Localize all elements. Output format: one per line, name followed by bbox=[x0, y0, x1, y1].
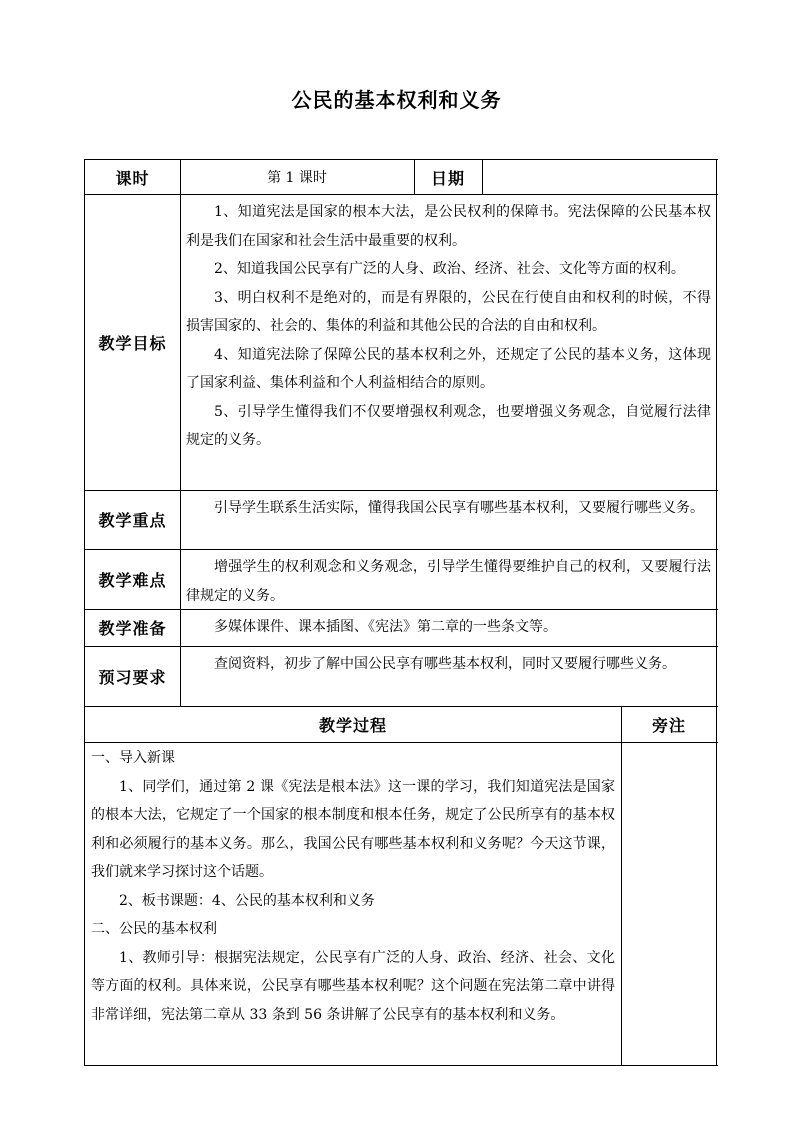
goal-item: 3、明白权利不是绝对的，而是有界限的，公民在行使自由和权利的时候，不得损害国家的、社会的、集体的利益和其他公民的合法的自由和权利。 bbox=[186, 289, 711, 334]
difficulties-text: 增强学生的权利观念和义务观念，引导学生懂得要维护自己的权利，又要履行法律规定的义务。 bbox=[186, 559, 711, 604]
process-content bbox=[85, 742, 621, 1066]
process-paragraph: 一、导入新课 bbox=[91, 750, 175, 766]
goal-item: 4、知道宪法除了保障公民的基本权利之外，还规定了公民的基本义务，这体现了国家利益、集体利益和个人利益相结合的原则。 bbox=[186, 346, 711, 391]
preparation-content bbox=[180, 613, 717, 646]
goals-label: 教学目标 bbox=[98, 333, 167, 353]
goals-content bbox=[180, 198, 717, 490]
goal-item: 5、引导学生懂得我们不仅要增强权利观念，也要增强义务观念，自觉履行法律规定的义务。 bbox=[186, 403, 711, 448]
preview-content bbox=[180, 650, 717, 706]
process-header: 教学过程 bbox=[318, 715, 387, 735]
lesson-label: 课时 bbox=[115, 168, 150, 188]
key-points-content bbox=[180, 494, 717, 549]
difficulties-content bbox=[180, 553, 717, 609]
difficulties-label: 教学难点 bbox=[98, 570, 167, 590]
date-value[interactable] bbox=[482, 160, 717, 194]
preparation-label: 教学准备 bbox=[98, 619, 167, 638]
goal-item: 2、知道我国公民享有广泛的人身、政治、经济、社会、文化等方面的权利。 bbox=[214, 261, 685, 277]
lesson-value: 第 1 课时 bbox=[267, 170, 327, 186]
goal-item: 1、知道宪法是国家的根本大法，是公民权利的保障书。宪法保障的公民基本权利是我们在国家和社会生活中最重要的权利。 bbox=[186, 204, 711, 249]
preview-label: 预习要求 bbox=[98, 667, 167, 687]
process-paragraph: 1、同学们，通过第 2 课《宪法是根本法》这一课的学习，我们知道宪法是国家的根本大法，它规定了一个国家的根本制度和根本任务，规定了公民所享有的基本权利和必须履行的基本义务。那么，我国公民有哪些基本权利和义务呢？今天这节课，我们就来学习探讨这个话题。 bbox=[91, 778, 615, 880]
preparation-text: 多媒体课件、课本插图、《宪法》第二章的一些条文等。 bbox=[214, 619, 557, 635]
date-label: 日期 bbox=[430, 168, 465, 188]
process-paragraph: 二、公民的基本权利 bbox=[91, 921, 217, 937]
preview-text: 查阅资料，初步了解中国公民享有哪些基本权利，同时又要履行哪些义务。 bbox=[214, 656, 676, 672]
notes-column[interactable] bbox=[621, 742, 717, 1066]
document-title: 公民的基本权利和义务 bbox=[291, 88, 502, 112]
process-paragraph: 2、板书课题：4、公民的基本权利和义务 bbox=[119, 892, 375, 909]
process-paragraph: 1、教师引导：根据宪法规定，公民享有广泛的人身、政治、经济、社会、文化等方面的权利。具体来说，公民享有哪些基本权利呢？这个问题在宪法第二章中讲得非常详细，宪法第二章从 33 条到 56 条讲解了公民享有的基本权利和义务。 bbox=[91, 949, 615, 1023]
key-points-text: 引导学生联系生活实际，懂得我国公民享有哪些基本权利，又要履行哪些义务。 bbox=[214, 500, 704, 516]
key-points-label: 教学重点 bbox=[98, 511, 167, 530]
notes-header: 旁注 bbox=[651, 715, 686, 735]
